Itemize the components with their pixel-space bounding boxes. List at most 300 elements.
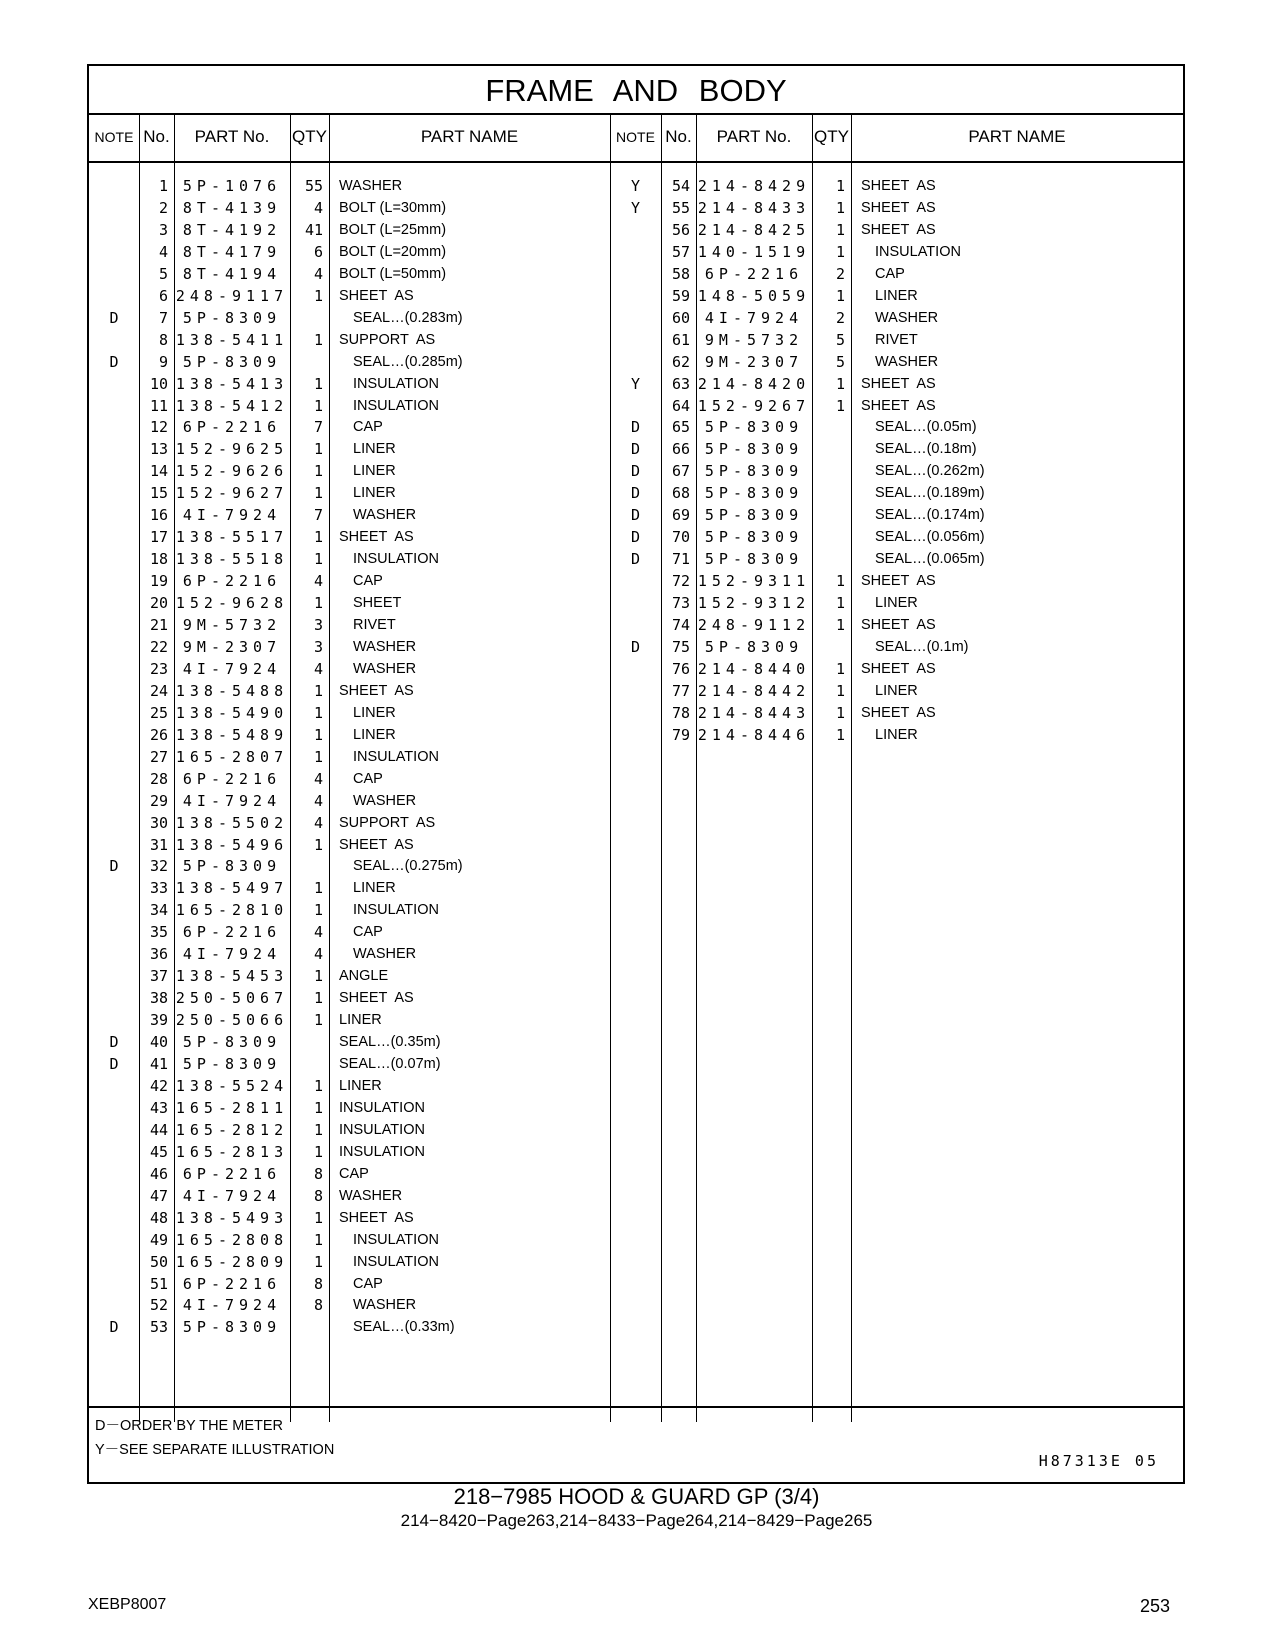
- item-number-left: 14: [149, 462, 168, 481]
- part-number-right: 5P-8309: [704, 484, 804, 503]
- illustration-code: H87313E 05: [1038, 1452, 1159, 1470]
- quantity-left: 8: [313, 1164, 323, 1183]
- part-number-left: 5P-8309: [182, 1055, 282, 1073]
- item-number-right: 78: [671, 703, 690, 722]
- item-number-left: 32: [149, 857, 168, 876]
- part-number-right: 214-8420: [697, 374, 811, 393]
- quantity-left: 3: [313, 637, 323, 656]
- part-number-right: 214-8443: [697, 703, 811, 722]
- item-number-left: 36: [149, 945, 168, 964]
- item-number-left: 19: [149, 572, 168, 591]
- item-number-left: 23: [149, 659, 168, 678]
- quantity-left: 1: [313, 703, 323, 722]
- quantity-right: 2: [835, 264, 845, 283]
- part-number-left: 165-2807: [175, 747, 289, 766]
- item-number-left: 43: [149, 1098, 168, 1117]
- part-number-left: 138-5517: [175, 528, 289, 547]
- quantity-right: 5: [835, 352, 845, 371]
- note-mark-right: [610, 658, 661, 681]
- part-name-right: SEAL…(0.1m): [875, 638, 969, 655]
- part-name-right: INSULATION: [875, 243, 961, 260]
- part-name-left: SHEET: [353, 595, 402, 612]
- part-name-right: SEAL…(0.189m): [875, 485, 985, 502]
- part-name-right: SHEET AS: [861, 704, 936, 721]
- note-mark-left: D: [109, 857, 119, 876]
- item-number-right: 54: [671, 177, 690, 195]
- quantity-left: 55: [304, 177, 323, 195]
- part-name-left: CAP: [353, 924, 383, 941]
- part-name-left: ANGLE: [339, 968, 389, 985]
- item-number-left: 48: [149, 1208, 168, 1227]
- note-mark-left: D: [109, 1318, 119, 1337]
- quantity-right: [812, 636, 845, 659]
- part-number-left: 152-9626: [175, 462, 289, 481]
- quantity-left: 1: [313, 528, 323, 547]
- item-number-right: 69: [671, 506, 690, 525]
- document-id: XEBP8007: [88, 1596, 167, 1613]
- part-name-left: WASHER: [353, 660, 417, 677]
- part-name-left: SUPPORT AS: [339, 814, 436, 831]
- header-qty-left: QTY: [292, 127, 327, 146]
- quantity-right: 1: [835, 177, 845, 195]
- note-mark-right: [610, 219, 661, 242]
- quantity-right: 1: [835, 572, 845, 591]
- part-name-right: SHEET AS: [861, 573, 936, 590]
- item-number-left: 10: [149, 374, 168, 393]
- item-number-left: 27: [149, 747, 168, 766]
- item-number-right: 56: [671, 220, 690, 239]
- part-name-left: WASHER: [353, 1297, 417, 1314]
- part-name-right: SHEET AS: [861, 221, 936, 238]
- part-number-left: 138-5518: [175, 550, 289, 569]
- part-name-left: SEAL…(0.275m): [353, 858, 463, 875]
- part-number-right: 5P-8309: [704, 418, 804, 437]
- item-number-left: 52: [149, 1296, 168, 1315]
- item-number-left: 31: [149, 835, 168, 854]
- part-number-left: 138-5412: [175, 396, 289, 415]
- item-number-left: 8: [158, 330, 168, 349]
- header-part-name-left: PART NAME: [420, 127, 519, 146]
- note-mark-right: [610, 614, 661, 637]
- item-number-left: 28: [149, 769, 168, 788]
- quantity-left: 1: [313, 967, 323, 986]
- part-number-left: 138-5496: [175, 835, 289, 854]
- note-mark-right: [610, 263, 661, 286]
- part-number-left: 165-2809: [175, 1252, 289, 1271]
- header-no-right: No.: [665, 127, 692, 146]
- item-number-left: 9: [158, 352, 168, 371]
- quantity-left: 1: [313, 1011, 323, 1030]
- part-name-left: LINER: [353, 704, 396, 721]
- quantity-right: 5: [835, 330, 845, 349]
- part-number-left: 6P-2216: [182, 572, 282, 591]
- quantity-right: 1: [835, 396, 845, 415]
- part-name-left: WASHER: [353, 792, 417, 809]
- quantity-left: 4: [313, 923, 323, 942]
- part-name-right: SEAL…(0.262m): [875, 463, 985, 480]
- note-mark-right: D: [630, 484, 641, 503]
- part-name-left: CAP: [353, 573, 383, 590]
- part-number-left: 5P-8309: [182, 352, 282, 371]
- item-number-left: 44: [149, 1120, 168, 1139]
- part-number-left: 8T-4179: [182, 242, 282, 261]
- note-mark-right: [610, 307, 661, 330]
- part-number-right: 214-8446: [697, 725, 811, 744]
- quantity-right: 1: [835, 703, 845, 722]
- item-number-left: 40: [149, 1033, 168, 1052]
- part-number-left: 6P-2216: [182, 769, 282, 788]
- item-number-right: 67: [671, 462, 690, 481]
- item-number-right: 71: [671, 550, 690, 569]
- quantity-left: 1: [313, 725, 323, 744]
- part-number-right: 214-8425: [697, 220, 811, 239]
- item-number-left: 45: [149, 1142, 168, 1161]
- part-number-left: 4I-7924: [182, 659, 282, 678]
- quantity-left: 1: [313, 1142, 323, 1161]
- item-number-left: 42: [149, 1076, 168, 1095]
- item-number-left: 3: [158, 220, 168, 239]
- item-number-left: 22: [149, 637, 168, 656]
- quantity-left: 4: [313, 264, 323, 283]
- part-name-left: BOLT (L=20mm): [339, 243, 447, 260]
- part-name-left: SHEET AS: [339, 990, 414, 1007]
- part-number-left: 138-5411: [175, 330, 289, 349]
- part-number-left: 8T-4139: [182, 198, 282, 217]
- part-number-left: 138-5497: [175, 879, 289, 898]
- part-number-left: 6P-2216: [182, 418, 282, 437]
- note-mark-right: [610, 680, 661, 703]
- part-name-left: INSULATION: [353, 397, 439, 414]
- header-no-left: No.: [143, 127, 170, 146]
- part-number-left: 165-2810: [175, 901, 289, 920]
- part-name-left: CAP: [353, 419, 383, 436]
- quantity-right: 1: [835, 594, 845, 613]
- part-name-left: SHEET AS: [339, 836, 414, 853]
- part-name-left: SHEET AS: [339, 529, 414, 546]
- part-name-left: SEAL…(0.285m): [353, 353, 463, 370]
- page-number: 253: [1140, 1596, 1171, 1616]
- part-name-right: LINER: [875, 682, 918, 699]
- part-number-right: 140-1519: [697, 242, 811, 261]
- part-name-left: LINER: [353, 441, 396, 458]
- part-name-left: LINER: [339, 1077, 382, 1094]
- quantity-right: 1: [835, 659, 845, 678]
- part-name-left: WASHER: [339, 1187, 403, 1204]
- item-number-left: 20: [149, 594, 168, 613]
- part-name-left: SEAL…(0.35m): [339, 1034, 441, 1051]
- part-number-left: 4I-7924: [182, 506, 282, 525]
- item-number-right: 66: [671, 440, 690, 459]
- quantity-left: 1: [313, 1252, 323, 1271]
- item-number-left: 16: [149, 506, 168, 525]
- note-mark-right: D: [630, 506, 641, 525]
- part-number-left: 5P-8309: [182, 857, 282, 876]
- quantity-left: 1: [313, 1230, 323, 1249]
- part-number-right: 152-9267: [697, 396, 811, 415]
- note-mark-right: [610, 329, 661, 352]
- item-number-right: 75: [671, 637, 690, 656]
- header-part-no-left: PART No.: [194, 127, 270, 146]
- part-name-right: SHEET AS: [861, 199, 936, 216]
- item-number-left: 49: [149, 1230, 168, 1249]
- table-title: FRAME AND BODY: [89, 66, 1183, 115]
- quantity-left: 1: [313, 747, 323, 766]
- quantity-left: 8: [313, 1274, 323, 1293]
- item-number-right: 74: [671, 616, 690, 634]
- item-number-right: 68: [671, 484, 690, 503]
- item-number-left: 4: [158, 242, 168, 261]
- note-mark-right: D: [630, 462, 641, 481]
- item-number-left: 13: [149, 440, 168, 459]
- item-number-left: 2: [158, 198, 168, 217]
- item-number-right: 64: [671, 396, 690, 415]
- part-name-left: INSULATION: [353, 748, 439, 765]
- item-number-left: 5: [158, 264, 168, 283]
- part-name-right: SEAL…(0.056m): [875, 529, 985, 546]
- part-name-left: SHEET AS: [339, 682, 414, 699]
- part-number-left: 5P-8309: [182, 1033, 282, 1052]
- quantity-left: 1: [313, 286, 323, 305]
- quantity-left: 1: [313, 1076, 323, 1095]
- part-number-left: 138-5490: [175, 703, 289, 722]
- part-name-left: LINER: [353, 726, 396, 743]
- part-number-left: 250-5067: [175, 989, 289, 1008]
- item-number-left: 34: [149, 901, 168, 920]
- part-number-right: 248-9112: [697, 616, 811, 634]
- part-number-left: 9M-5732: [182, 616, 282, 634]
- item-number-left: 37: [149, 967, 168, 986]
- quantity-right: [812, 438, 845, 461]
- part-number-right: 5P-8309: [704, 528, 804, 547]
- part-name-left: WASHER: [353, 946, 417, 963]
- quantity-left: 4: [313, 659, 323, 678]
- item-number-left: 25: [149, 703, 168, 722]
- item-number-left: 51: [149, 1274, 168, 1293]
- part-number-left: 6P-2216: [182, 1274, 282, 1293]
- quantity-right: 1: [835, 616, 845, 634]
- item-number-left: 15: [149, 484, 168, 503]
- part-name-right: WASHER: [875, 309, 939, 326]
- quantity-right: [812, 548, 845, 571]
- part-number-right: 5P-8309: [704, 637, 804, 656]
- part-number-left: 138-5502: [175, 813, 289, 832]
- part-name-left: BOLT (L=30mm): [339, 199, 447, 216]
- part-name-left: SUPPORT AS: [339, 331, 436, 348]
- quantity-left: 1: [313, 879, 323, 898]
- quantity-right: 1: [835, 725, 845, 744]
- note-mark-right: D: [630, 440, 641, 459]
- item-number-left: 29: [149, 791, 168, 810]
- part-number-left: 138-5453: [175, 967, 289, 986]
- part-name-left: CAP: [339, 1165, 369, 1182]
- quantity-right: 1: [835, 242, 845, 261]
- part-number-right: 214-8429: [697, 177, 811, 195]
- item-number-right: 72: [671, 572, 690, 591]
- quantity-right: 1: [835, 220, 845, 239]
- part-number-left: 248-9117: [175, 286, 289, 305]
- part-name-right: SEAL…(0.065m): [875, 551, 985, 568]
- quantity-left: 4: [313, 198, 323, 217]
- item-number-right: 65: [671, 418, 690, 437]
- part-number-right: 4I-7924: [704, 308, 804, 327]
- part-number-left: 165-2811: [175, 1098, 289, 1117]
- part-name-right: LINER: [875, 726, 918, 743]
- quantity-right: 1: [835, 374, 845, 393]
- note-mark-left: D: [109, 352, 119, 371]
- part-name-right: CAP: [875, 265, 905, 282]
- item-number-left: 47: [149, 1186, 168, 1205]
- table-header: [89, 113, 1183, 163]
- quantity-left: 1: [313, 1098, 323, 1117]
- part-name-left: BOLT (L=50mm): [339, 265, 447, 282]
- part-number-left: 8T-4192: [182, 220, 282, 239]
- item-number-left: 21: [149, 616, 168, 634]
- note-mark-left: D: [109, 1055, 119, 1073]
- quantity-left: 1: [313, 594, 323, 613]
- quantity-right: 1: [835, 681, 845, 700]
- part-number-left: 138-5488: [175, 681, 289, 700]
- part-name-right: LINER: [875, 595, 918, 612]
- note-mark-right: [610, 570, 661, 593]
- header-part-name-right: PART NAME: [968, 127, 1066, 146]
- part-name-left: SHEET AS: [339, 1209, 414, 1226]
- part-name-left: INSULATION: [339, 1121, 425, 1138]
- part-name-left: INSULATION: [353, 551, 439, 568]
- item-number-right: 58: [671, 264, 690, 283]
- part-number-right: 214-8433: [697, 198, 811, 217]
- page-references: 214−8420−Page263,214−8433−Page264,214−8429−Page265: [400, 1511, 873, 1530]
- part-name-left: BOLT (L=25mm): [339, 221, 447, 238]
- legend-d: D－ORDER BY THE METER: [95, 1418, 283, 1434]
- part-number-left: 6P-2216: [182, 1164, 282, 1183]
- item-number-right: 77: [671, 681, 690, 700]
- part-number-right: 214-8442: [697, 681, 811, 700]
- item-number-left: 24: [149, 681, 168, 700]
- note-mark-right: [610, 351, 661, 374]
- item-number-left: 38: [149, 989, 168, 1008]
- quantity-right: [812, 460, 845, 483]
- quantity-left: 1: [313, 550, 323, 569]
- item-number-left: 30: [149, 813, 168, 832]
- part-name-left: INSULATION: [339, 1099, 425, 1116]
- part-name-left: INSULATION: [353, 902, 439, 919]
- part-number-left: 9M-2307: [182, 637, 282, 656]
- item-number-left: 12: [149, 418, 168, 437]
- part-name-left: WASHER: [353, 507, 417, 524]
- part-number-right: 5P-8309: [704, 440, 804, 459]
- quantity-left: 3: [313, 616, 323, 634]
- item-number-left: 46: [149, 1164, 168, 1183]
- note-mark-right: Y: [630, 177, 641, 195]
- quantity-right: [812, 504, 845, 527]
- item-number-right: 60: [671, 308, 690, 327]
- quantity-left: 4: [313, 813, 323, 832]
- note-mark-right: [610, 395, 661, 418]
- part-name-left: INSULATION: [353, 375, 439, 392]
- part-name-right: SHEET AS: [861, 617, 936, 633]
- part-name-left: SEAL…(0.07m): [339, 1056, 441, 1072]
- note-mark-right: D: [630, 550, 641, 569]
- item-number-left: 41: [149, 1055, 168, 1073]
- item-number-left: 26: [149, 725, 168, 744]
- quantity-right: 2: [835, 308, 845, 327]
- item-number-right: 59: [671, 286, 690, 305]
- part-name-right: SHEET AS: [861, 660, 936, 677]
- part-number-right: 6P-2216: [704, 264, 804, 283]
- part-name-right: SHEET AS: [861, 178, 936, 194]
- quantity-left: 1: [313, 462, 323, 481]
- quantity-left: 8: [313, 1296, 323, 1315]
- quantity-left: 1: [313, 1208, 323, 1227]
- item-number-right: 73: [671, 594, 690, 613]
- part-number-right: 5P-8309: [704, 462, 804, 481]
- part-number-left: 138-5493: [175, 1208, 289, 1227]
- part-number-right: 5P-8309: [704, 550, 804, 569]
- part-name-left: INSULATION: [353, 1231, 439, 1248]
- quantity-right: 1: [835, 286, 845, 305]
- part-name-left: WASHER: [339, 178, 403, 194]
- quantity-left: 1: [313, 681, 323, 700]
- quantity-right: [812, 416, 845, 439]
- parts-list-right: [89, 163, 1183, 1421]
- quantity-left: 4: [313, 791, 323, 810]
- group-caption: 218−7985 HOOD & GUARD GP (3/4): [453, 1484, 820, 1509]
- quantity-left: 1: [313, 1120, 323, 1139]
- part-name-left: SHEET AS: [339, 287, 414, 304]
- note-mark-right: D: [630, 528, 641, 547]
- part-name-right: SEAL…(0.18m): [875, 441, 977, 458]
- item-number-left: 39: [149, 1011, 168, 1030]
- quantity-left: 4: [313, 572, 323, 591]
- header-part-no-right: PART No.: [716, 127, 792, 146]
- quantity-right: [812, 482, 845, 505]
- note-mark-right: [610, 592, 661, 615]
- quantity-left: 1: [313, 440, 323, 459]
- note-mark-right: D: [630, 418, 641, 437]
- part-name-right: SEAL…(0.174m): [875, 507, 985, 524]
- part-name-left: RIVET: [353, 617, 396, 633]
- quantity-left: 7: [313, 506, 323, 525]
- quantity-left: 1: [313, 374, 323, 393]
- quantity-left: 1: [313, 484, 323, 503]
- quantity-left: 7: [313, 418, 323, 437]
- part-number-right: 152-9311: [697, 572, 811, 591]
- quantity-left: 1: [313, 330, 323, 349]
- part-number-left: 4I-7924: [182, 1186, 282, 1205]
- part-name-left: INSULATION: [353, 1253, 439, 1270]
- item-number-right: 70: [671, 528, 690, 547]
- part-number-left: 152-9625: [175, 440, 289, 459]
- part-number-right: 152-9312: [697, 594, 811, 613]
- quantity-left: 1: [313, 396, 323, 415]
- part-number-left: 152-9627: [175, 484, 289, 503]
- part-number-left: 165-2813: [175, 1142, 289, 1161]
- part-name-left: LINER: [339, 1012, 382, 1029]
- item-number-left: 53: [149, 1318, 168, 1337]
- part-number-left: 165-2808: [175, 1230, 289, 1249]
- item-number-left: 18: [149, 550, 168, 569]
- item-number-left: 6: [158, 286, 168, 305]
- part-name-right: SHEET AS: [861, 397, 936, 414]
- item-number-right: 55: [671, 198, 690, 217]
- part-number-left: 5P-8309: [182, 1318, 282, 1337]
- quantity-left: 6: [313, 242, 323, 261]
- note-mark-right: [610, 702, 661, 725]
- item-number-right: 79: [671, 725, 690, 744]
- note-mark-right: [610, 241, 661, 264]
- quantity-right: 1: [835, 198, 845, 217]
- note-mark-right: D: [630, 637, 641, 656]
